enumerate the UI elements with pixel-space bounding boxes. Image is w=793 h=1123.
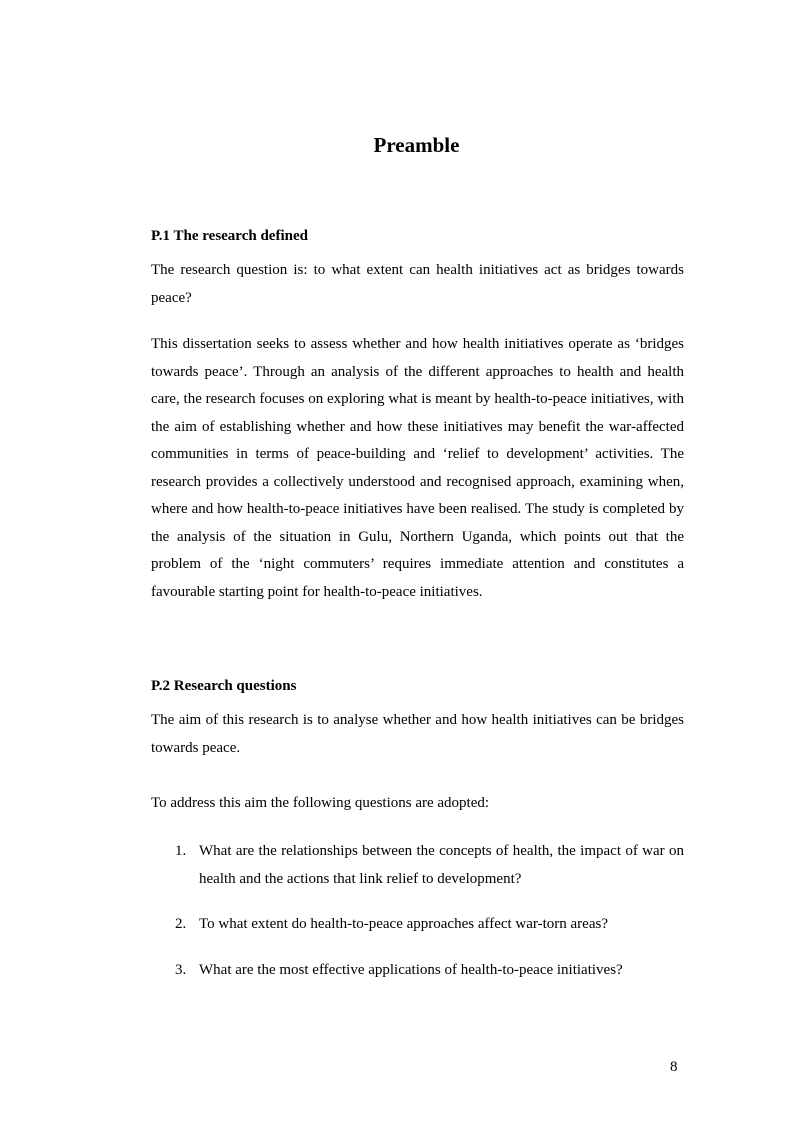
paragraph-research-aim: The aim of this research is to analyse whether and how health initiatives can be bridges towards peace. bbox=[151, 712, 684, 756]
list-item-text: What are the relationships between the concepts of health, the impact of war on health and the actions that link relief to development? bbox=[199, 843, 684, 887]
section-heading-research-defined: P.1 The research defined bbox=[151, 228, 308, 244]
paragraph-dissertation-summary: This dissertation seeks to assess whether and how health initiatives operate as ‘bridges towards peace’. Through an analysis of the different approaches to health and health care, the research focuses on exploring what is meant by health-to-peace initiatives, with the aim of establishing whether and how these initiatives may benefit the war-affected communities in terms of peace-building and ‘relief to development’ activities. The research provides a collectively understood and recognised approach, examining when, where and how health-to-peace initiatives have been realised. The study is completed by the analysis of the situation in Gulu, Northern Uganda, which points out that the problem of the ‘night commuters’ requires immediate attention and constitutes a favourable starting point for health-to-peace initiatives. bbox=[151, 336, 684, 600]
list-item-text: To what extent do health-to-peace approaches affect war-torn areas? bbox=[199, 916, 608, 932]
page-number: 8 bbox=[670, 1059, 678, 1075]
list-item-number: 3. bbox=[175, 961, 187, 978]
list-item-number: 2. bbox=[175, 916, 187, 932]
list-item bbox=[151, 957, 684, 985]
section-heading-research-questions: P.2 Research questions bbox=[151, 678, 297, 694]
paragraph-research-question: The research question is: to what extent can health initiatives act as bridges towards peace? bbox=[151, 262, 684, 306]
page-title: Preamble bbox=[373, 133, 460, 157]
list-item bbox=[151, 911, 684, 939]
list-item-text: What are the most effective applications of health-to-peace initiatives? bbox=[199, 961, 623, 978]
paragraph-questions-intro: To address this aim the following questions are adopted: bbox=[151, 795, 490, 811]
list-item-number: 1. bbox=[175, 843, 187, 859]
research-questions-list bbox=[151, 838, 684, 984]
list-item bbox=[151, 838, 684, 893]
